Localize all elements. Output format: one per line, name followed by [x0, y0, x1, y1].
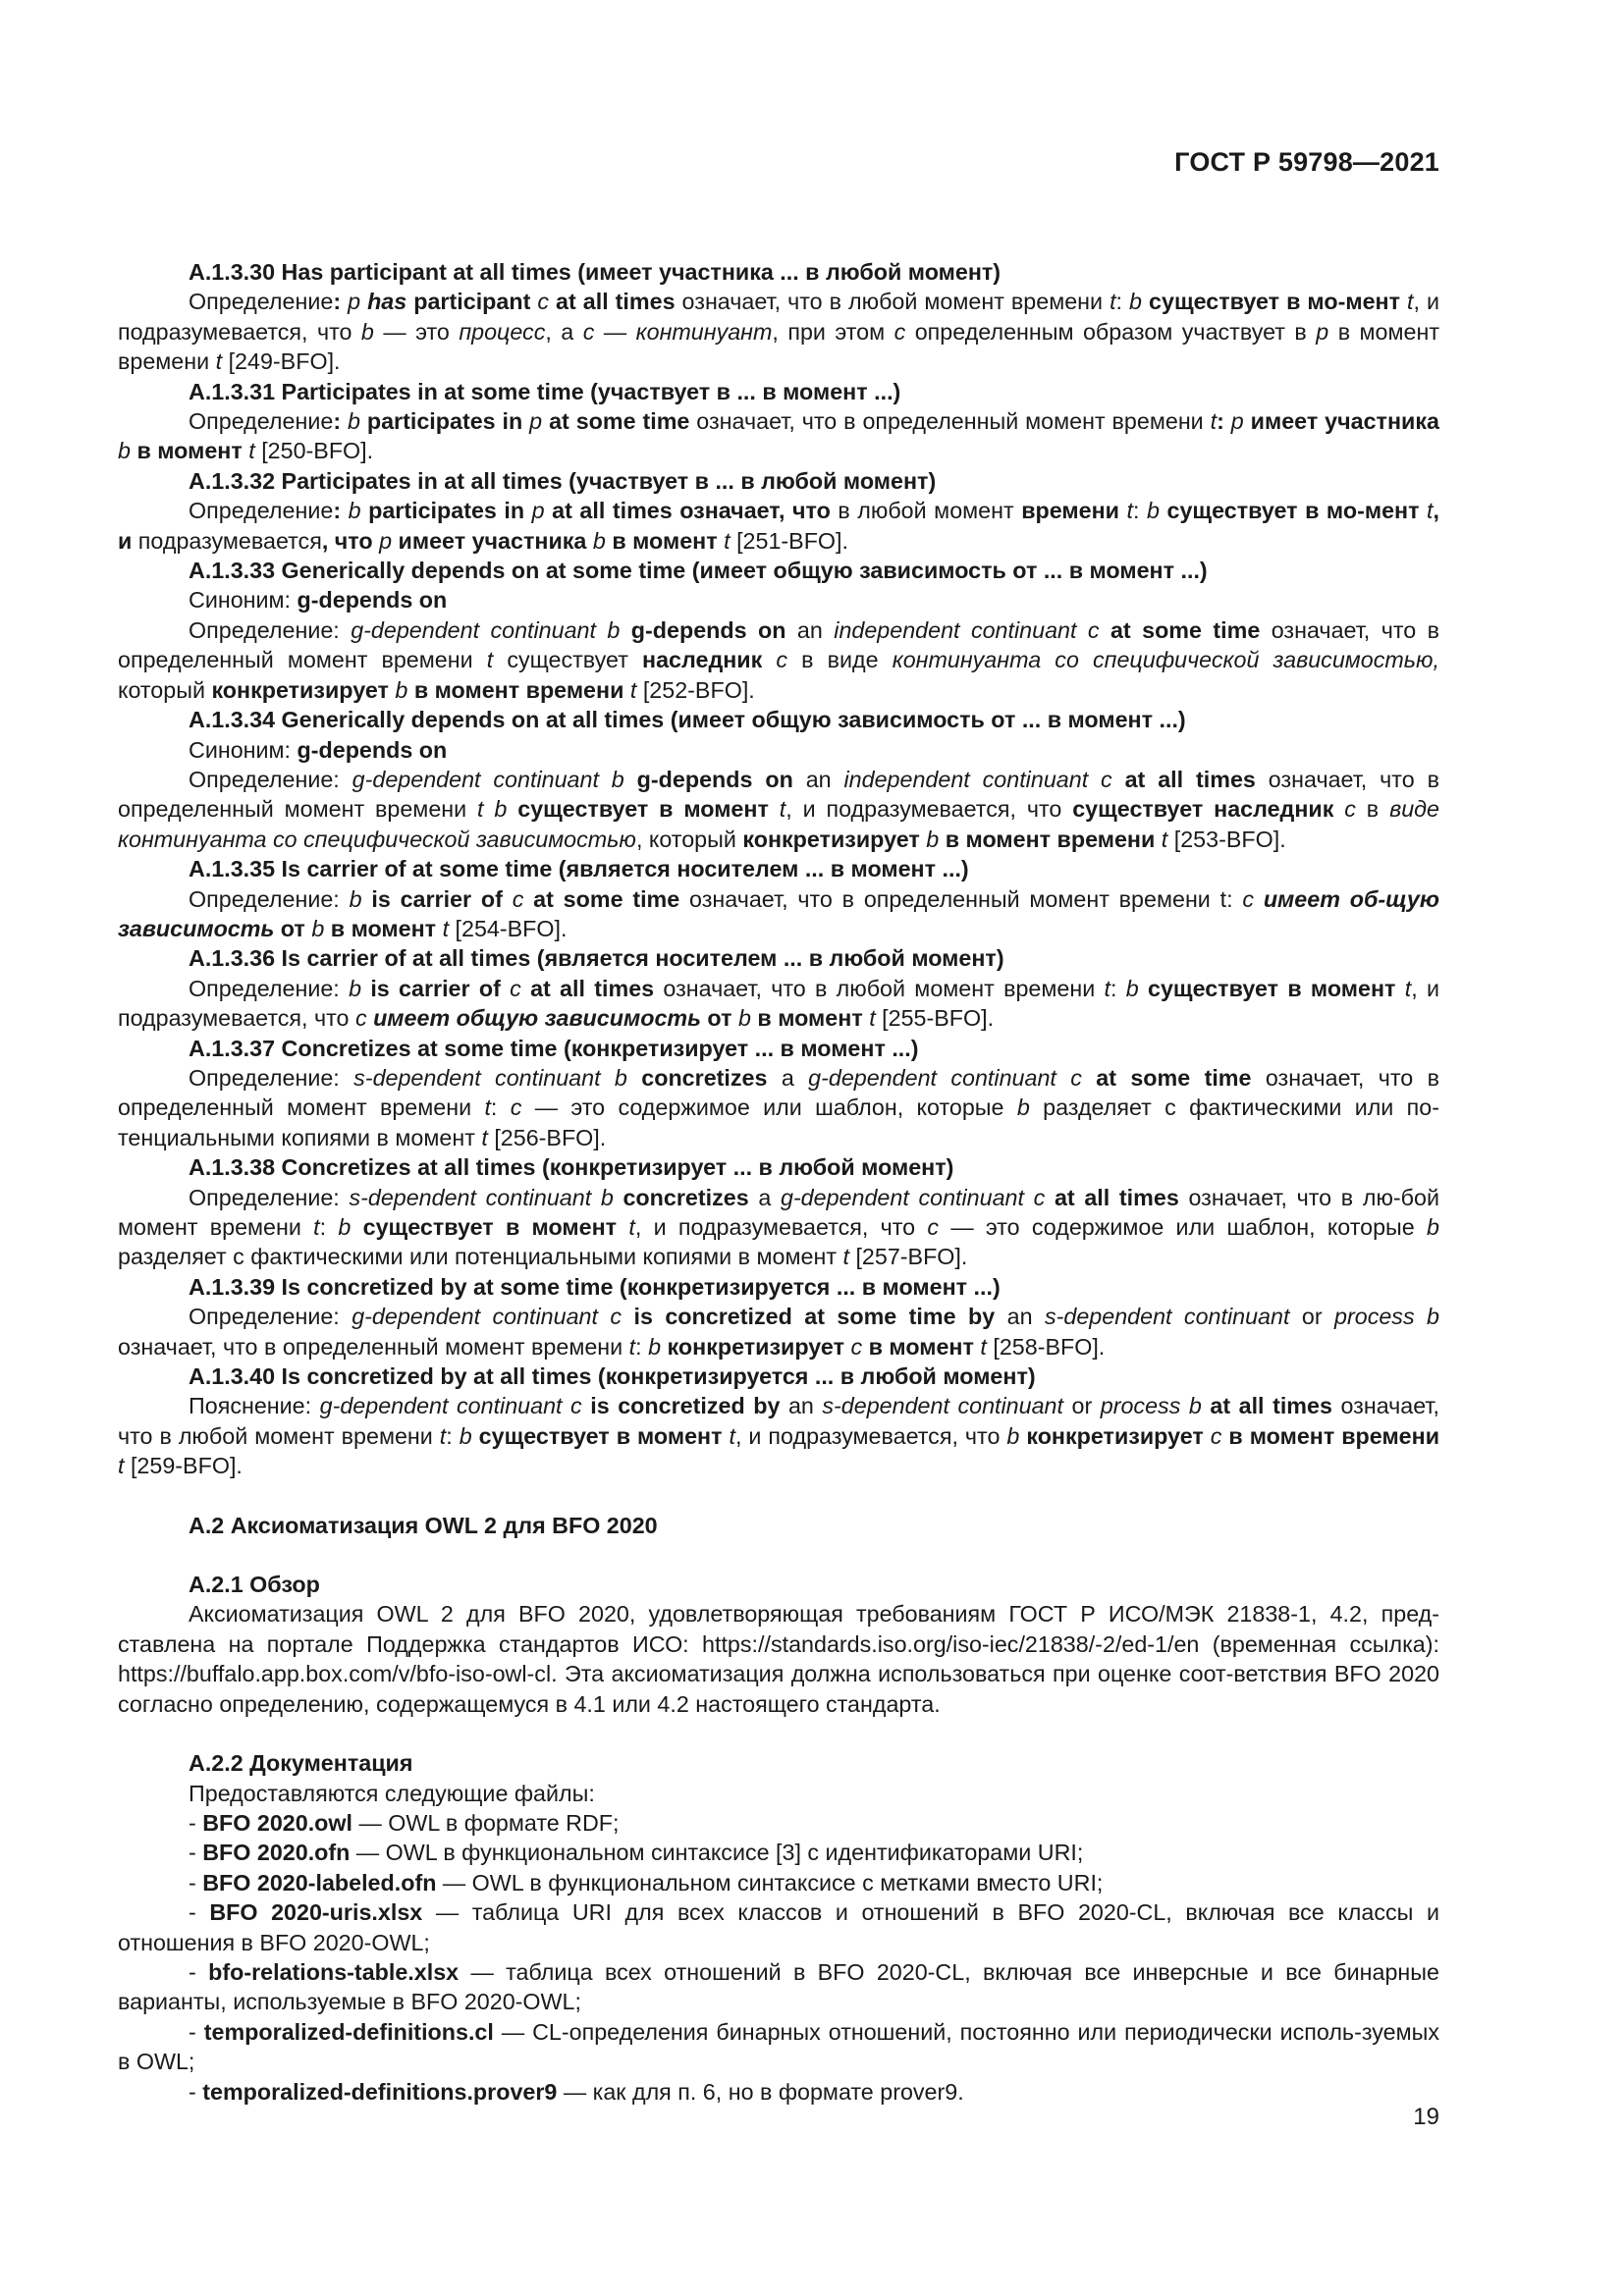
text-run: a	[748, 1184, 781, 1210]
text-run: t	[842, 1244, 849, 1270]
text-run: a	[767, 1064, 809, 1091]
text-run: от	[274, 915, 305, 941]
text-run: t	[481, 1124, 488, 1150]
text-run: b	[1006, 1422, 1020, 1449]
text-run: t	[439, 1422, 447, 1449]
text-run: Синоним:	[189, 736, 298, 763]
text-run: , и	[118, 498, 1440, 554]
text-run: g-dependent continuant c	[352, 1304, 623, 1330]
clause-a1334-definition	[118, 765, 1439, 854]
text-run: означает, что в любой момент времени	[654, 975, 1105, 1001]
text-run: :	[333, 498, 342, 524]
clause-a1335-title: А.1.3.35 Is carrier of at some time (является носителем ... в момент ...)	[189, 856, 969, 882]
text-run: конкретизирует	[661, 1333, 844, 1360]
text-run: виде континуанта со специфической зависимостью	[118, 796, 1440, 852]
text-run: [256-BFO].	[487, 1124, 607, 1150]
text-run: Определение:	[189, 1064, 354, 1091]
text-run: t	[1110, 289, 1116, 315]
text-run: t	[1118, 498, 1133, 524]
text-run: at some time	[1099, 616, 1261, 643]
text-run: в момент	[862, 1333, 974, 1360]
text-run: p	[372, 527, 393, 554]
text-run: an	[995, 1304, 1045, 1330]
text-run: t	[717, 527, 731, 554]
text-run: имеет участника	[392, 527, 587, 554]
text-run: — это	[373, 318, 460, 345]
text-run: t	[628, 1333, 636, 1360]
text-run: an	[792, 766, 844, 792]
text-run: is carrier of	[361, 885, 503, 912]
list-dash: -	[189, 1958, 209, 1985]
file-list-item	[118, 2017, 1439, 2077]
file-name: temporalized-definitions.prover9	[202, 2078, 558, 2105]
text-run: , при этом	[772, 318, 894, 345]
text-run: g-dependent continuant b	[352, 766, 624, 792]
text-run: s-dependent continuant b	[353, 1064, 627, 1091]
text-run: at all times	[1111, 766, 1256, 792]
text-run: времени	[1021, 498, 1119, 524]
text-run: существует в момент	[351, 1214, 618, 1240]
text-run: [255-BFO].	[875, 1005, 995, 1032]
text-run: c	[1242, 885, 1255, 912]
text-run: [252-BFO].	[636, 676, 755, 703]
text-run: t	[768, 796, 786, 823]
text-run: g-depends on	[297, 587, 448, 614]
text-run: t	[722, 1422, 735, 1449]
text-run: , а	[545, 318, 583, 345]
text-run: b	[304, 915, 325, 941]
file-list-item	[118, 1838, 1439, 1867]
text-run: or	[1289, 1304, 1335, 1330]
text-run: participant	[406, 289, 531, 315]
text-run: at some time	[549, 408, 690, 435]
text-run: в момент	[324, 915, 437, 941]
clause-a1333-synonym	[118, 585, 1439, 614]
text-run: —	[594, 318, 636, 345]
text-run: [254-BFO].	[449, 915, 568, 941]
text-run: g-dependent continuant c	[808, 1064, 1082, 1091]
text-run: имеет участника	[1243, 408, 1439, 435]
text-run: or	[1062, 1393, 1101, 1419]
section-a2-title: А.2 Аксиоматизация OWL 2 для BFO 2020	[189, 1512, 658, 1538]
text-run: c	[500, 975, 521, 1001]
clause-a1330-title: А.1.3.30 Has participant at all times (имеет участника ... в любой момент)	[189, 259, 1001, 285]
text-run: в	[1355, 796, 1390, 823]
text-run: t	[1407, 289, 1414, 315]
text-run: Определение:	[189, 766, 352, 792]
text-run: c	[893, 318, 906, 345]
text-run: :	[635, 1333, 649, 1360]
text-run: в момент	[605, 527, 718, 554]
text-run: t b	[477, 796, 508, 823]
text-run: в момент времени	[407, 676, 624, 703]
text-run: t	[617, 1214, 635, 1240]
subsection-a22-intro: Предоставляются следующие файлы:	[189, 1780, 595, 1806]
clause-a1336-definition	[118, 974, 1439, 1034]
text-run: c	[510, 1095, 522, 1121]
text-run: означает, что в определенный момент времени	[118, 616, 1439, 673]
text-run: t	[1419, 498, 1434, 524]
clause-a1334-synonym	[118, 735, 1439, 765]
text-run: континуант	[635, 318, 773, 345]
text-run: , и подразумевается, что	[734, 1422, 1007, 1449]
text-run: процесс	[459, 318, 546, 345]
text-run: от	[700, 1005, 732, 1032]
list-dash: -	[189, 1899, 210, 1926]
text-run: Синоним:	[189, 587, 298, 614]
clause-a1337-title: А.1.3.37 Concretizes at some time (конкретизирует ... в момент ...)	[189, 1035, 919, 1061]
file-description: — как для п. 6, но в формате prover9.	[557, 2078, 964, 2105]
text-run: в любой момент	[830, 498, 1022, 524]
text-run: g-dependent continuant b	[351, 616, 621, 643]
text-run: is carrier of	[361, 975, 501, 1001]
text-run: существует в момент	[471, 1422, 723, 1449]
text-run: в момент	[130, 438, 243, 464]
text-run: :	[1115, 289, 1130, 315]
text-run: b	[118, 438, 131, 464]
text-run: — это содержимое или шаблон, которые	[939, 1214, 1428, 1240]
text-run: b	[919, 826, 940, 852]
clause-a1332-definition	[118, 496, 1439, 556]
text-run: Определение:	[189, 1304, 352, 1330]
text-run: :	[1110, 975, 1126, 1001]
text-run: g-dependent continuant c	[319, 1393, 582, 1419]
text-run: :	[333, 289, 342, 315]
text-run: b	[341, 408, 360, 435]
text-run: has	[367, 289, 407, 315]
file-description: — OWL в функциональном синтаксисе [3] с идентификаторами URI;	[350, 1840, 1084, 1866]
text-run: Определение	[189, 408, 334, 435]
text-run: c	[1333, 796, 1356, 823]
text-run: s-dependent continuant	[1044, 1304, 1290, 1330]
file-list-item	[118, 1808, 1439, 1838]
text-run: Пояснение:	[189, 1393, 320, 1419]
text-run: is concretized by	[581, 1393, 781, 1419]
text-run: имеет об-щую зависимость	[118, 885, 1440, 941]
text-run: g-depends on	[620, 616, 786, 643]
text-run: c	[1203, 1422, 1222, 1449]
subsection-a21-title: А.2.1 Обзор	[189, 1572, 320, 1598]
text-run: :	[1217, 408, 1224, 435]
text-run: t	[215, 348, 223, 375]
file-description: — таблица всех отношений в BFO 2020-CL, включая все инверсные и все бинарные варианты, используемые в BFO 2020-OWL;	[118, 1958, 1440, 2015]
clause-a1335-definition	[118, 884, 1439, 944]
text-run: at all times означает, что	[552, 498, 831, 524]
text-run: [257-BFO].	[848, 1244, 968, 1270]
text-run: b	[1125, 975, 1139, 1001]
text-run: b	[1129, 289, 1143, 315]
text-run: s-dependent continuant	[822, 1393, 1063, 1419]
text-run: at all times	[520, 975, 655, 1001]
text-run: b	[1427, 1214, 1439, 1240]
clause-a1333-title: А.1.3.33 Generically depends on at some time (имеет общую зависимость от ... в момент ...)	[189, 558, 1208, 584]
text-run: в момент времени	[1221, 1422, 1440, 1449]
file-name: BFO 2020-uris.xlsx	[209, 1899, 423, 1926]
clause-a1338-definition	[118, 1183, 1439, 1272]
text-run: [249-BFO].	[222, 348, 341, 375]
text-run: [258-BFO].	[986, 1333, 1106, 1360]
text-run: t	[436, 915, 450, 941]
file-name: BFO 2020-labeled.ofn	[202, 1869, 437, 1896]
text-run: Определение	[189, 289, 334, 315]
text-run: process b	[1334, 1304, 1439, 1330]
subsection-a21-text: Аксиоматизация OWL 2 для BFO 2020, удовлетворяющая требованиям ГОСТ Р ИСО/МЭК 21838-1, 4.2, пред-ставлена на портале Поддержка стандартов ИСО: https://standards.iso.org/iso-iec/21838/-2/ed-1/en (временная ссылка): https://buffalo.app.box.com/v/bfo-iso-owl-cl. Эта аксиоматизация должна использоваться при оценке соот-ветствия BFO 2020 согласно определению, содержащемуся в 4.1 или 4.2 настоящего стандарта.	[118, 1601, 1439, 1717]
text-run: an	[780, 1393, 823, 1419]
text-run: c	[502, 885, 524, 912]
clause-a1340-explanation	[118, 1391, 1439, 1480]
text-run: Определение	[189, 498, 334, 524]
text-run: [253-BFO].	[1167, 826, 1286, 852]
file-description: — OWL в формате RDF;	[352, 1809, 620, 1836]
clause-a1334-title: А.1.3.34 Generically depends on at all times (имеет общую зависимость от ... в момент ...)	[189, 707, 1186, 733]
text-run: означает, что в лю-бой момент времени	[118, 1184, 1439, 1240]
file-list-item	[118, 2077, 1439, 2107]
text-run: [251-BFO].	[730, 527, 849, 554]
text-run: t	[1104, 975, 1110, 1001]
text-run: Определение:	[189, 975, 350, 1001]
text-run: :	[319, 1214, 339, 1240]
text-run: g-dependent continuant c	[780, 1184, 1046, 1210]
text-run: в момент времени	[939, 826, 1156, 852]
text-run: t	[1210, 408, 1218, 435]
text-run: t	[1395, 975, 1412, 1001]
file-list-item	[118, 1897, 1439, 1957]
text-run: b	[1016, 1095, 1030, 1121]
text-run: :	[490, 1095, 511, 1121]
text-run: at some time	[1081, 1064, 1252, 1091]
text-run: participates in	[359, 408, 523, 435]
text-run: , что	[321, 527, 373, 554]
text-run: Определение:	[189, 1184, 350, 1210]
text-run: наследник	[642, 647, 763, 673]
text-run: разделяет с фактическими или потенциальными копиями в момент	[118, 1244, 843, 1270]
text-run: имеет общую зависимость	[366, 1005, 701, 1032]
text-run: p	[341, 289, 368, 315]
text-run: существует в момент	[507, 796, 769, 823]
clause-a1331-definition	[118, 406, 1439, 466]
text-run: b	[341, 498, 361, 524]
text-run: g-depends on	[297, 736, 448, 763]
text-run: b	[459, 1422, 472, 1449]
clause-a1339-definition	[118, 1302, 1439, 1362]
file-name: temporalized-definitions.cl	[203, 2018, 494, 2045]
text-run: Определение:	[189, 616, 352, 643]
file-description: — таблица URI для всех классов и отношений в BFO 2020-CL, включая все классы и отношения в BFO 2020-OWL;	[118, 1899, 1439, 1955]
text-run: :	[333, 408, 342, 435]
text-run: разделяет с фактическими или по-тенциальными копиями в момент	[118, 1095, 1439, 1150]
list-dash: -	[189, 1840, 203, 1866]
text-run: b	[349, 975, 362, 1001]
text-run: означает, что в определенный момент времени t:	[679, 885, 1243, 912]
text-run: означает, что в определенный момент времени	[689, 408, 1211, 435]
file-description: — CL-определения бинарных отношений, постоянно или периодически исполь-зуемых в OWL;	[118, 2018, 1439, 2075]
text-run: independent continuant c	[834, 616, 1100, 643]
text-run: , и подразумевается, что	[118, 289, 1440, 345]
text-run: c	[844, 1333, 863, 1360]
text-run: , который	[635, 826, 743, 852]
text-run: t	[623, 676, 637, 703]
text-run: конкретизирует	[1019, 1422, 1204, 1449]
text-run: b	[349, 885, 362, 912]
text-run: [259-BFO].	[124, 1453, 243, 1479]
text-run: существует в мо-мент	[1159, 498, 1420, 524]
text-run: p	[522, 408, 550, 435]
text-run: p	[524, 498, 553, 524]
text-run: t	[486, 647, 494, 673]
text-run: подразумевается	[132, 527, 322, 554]
text-run: в момент	[750, 1005, 863, 1032]
list-dash: -	[189, 2018, 204, 2045]
text-run: в момент времени	[118, 318, 1440, 375]
text-run: означает, что в любой момент времени	[675, 289, 1110, 315]
text-run: , и подразумевается, что	[634, 1214, 928, 1240]
text-run: c	[530, 289, 557, 315]
text-run: b	[360, 318, 374, 345]
clause-a1336-title: А.1.3.36 Is carrier of at all times (является носителем ... в любой момент)	[189, 945, 1004, 972]
text-run: который	[118, 676, 212, 703]
text-run: означает, что в любой момент времени	[118, 1393, 1439, 1449]
text-run: существует наследник	[1072, 796, 1334, 823]
text-run: t	[1155, 826, 1168, 852]
text-run: c	[582, 318, 595, 345]
clause-a1340-title: А.1.3.40 Is concretized by at all times (конкретизируется ... в любой момент)	[189, 1363, 1036, 1390]
text-run: participates in	[360, 498, 525, 524]
clause-a1333-definition	[118, 615, 1439, 705]
text-run: континуанта со специфической зависимостью,	[892, 647, 1440, 673]
document-id-header: ГОСТ Р 59798—2021	[1174, 147, 1439, 177]
text-run: [250-BFO].	[254, 438, 374, 464]
text-run: at all times	[1201, 1393, 1332, 1419]
text-run: b	[731, 1005, 751, 1032]
clause-a1339-title: А.1.3.39 Is concretized by at some time (конкретизируется ... в момент ...)	[189, 1273, 1001, 1300]
text-run: t	[484, 1095, 491, 1121]
text-run: independent continuant c	[843, 766, 1112, 792]
clause-a1337-definition	[118, 1063, 1439, 1152]
text-run: t	[313, 1214, 320, 1240]
page-content	[118, 257, 1439, 2107]
text-run: t	[242, 438, 255, 464]
clause-a1330-definition	[118, 287, 1439, 376]
text-run: s-dependent continuant b	[349, 1184, 614, 1210]
text-run: concretizes	[613, 1184, 749, 1210]
text-run: concretizes	[626, 1064, 768, 1091]
text-run: t	[118, 1453, 125, 1479]
text-run: Определение:	[189, 885, 350, 912]
text-run: существует в мо-мент	[1142, 289, 1401, 315]
text-run: конкретизирует	[211, 676, 389, 703]
text-run: в виде	[787, 647, 893, 673]
text-run: at some time	[523, 885, 680, 912]
text-run: определенным образом участвует в	[905, 318, 1317, 345]
text-run: :	[446, 1422, 460, 1449]
text-run: , и подразумевается, что	[118, 975, 1439, 1032]
text-run: означает, что в определенный момент времени	[118, 1333, 629, 1360]
list-dash: -	[189, 1809, 203, 1836]
file-name: bfo-relations-table.xlsx	[208, 1958, 460, 1985]
clause-a1332-title: А.1.3.32 Participates in at all times (участвует в ... в любой момент)	[189, 467, 937, 494]
text-run: b	[648, 1333, 662, 1360]
clause-a1331-title: А.1.3.31 Participates in at some time (участвует в ... в момент ...)	[189, 378, 901, 404]
file-name: BFO 2020.ofn	[202, 1840, 351, 1866]
text-run: at all times	[556, 289, 676, 315]
subsection-a22-title: А.2.2 Документация	[189, 1750, 413, 1777]
text-run: — это содержимое или шаблон, которые	[521, 1095, 1017, 1121]
text-run: существует	[493, 647, 643, 673]
text-run: b	[586, 527, 606, 554]
text-run: означает, что в определенный момент времени	[118, 1064, 1439, 1121]
list-dash: -	[189, 1869, 203, 1896]
clause-a1338-title: А.1.3.38 Concretizes at all times (конкретизирует ... в любой момент)	[189, 1154, 954, 1181]
text-run: is concretized at some time by	[622, 1304, 996, 1330]
list-dash: -	[189, 2078, 203, 2105]
text-run: g-depends on	[623, 766, 793, 792]
text-run: c	[927, 1214, 940, 1240]
text-run: process b	[1100, 1393, 1202, 1419]
file-description: — OWL в функциональном синтаксисе с метками вместо URI;	[436, 1869, 1104, 1896]
file-list-item	[118, 1868, 1439, 1897]
file-list-item	[118, 1957, 1439, 2017]
text-run: существует в момент	[1138, 975, 1396, 1001]
text-run: означает, что в определенный момент времени	[118, 766, 1439, 823]
text-run: b	[388, 676, 408, 703]
text-run: t	[973, 1333, 987, 1360]
text-run: t	[862, 1005, 876, 1032]
text-run: at all times	[1045, 1184, 1179, 1210]
text-run: b	[1147, 498, 1160, 524]
text-run: c	[354, 1005, 367, 1032]
text-run: an	[785, 616, 835, 643]
text-run: p	[1223, 408, 1244, 435]
text-run: c	[762, 647, 788, 673]
text-run: p	[1316, 318, 1329, 345]
text-run: конкретизирует	[742, 826, 920, 852]
text-run: b	[338, 1214, 352, 1240]
file-name: BFO 2020.owl	[202, 1809, 353, 1836]
page-number: 19	[1413, 2104, 1439, 2130]
text-run	[1400, 289, 1407, 314]
text-run: :	[1133, 498, 1148, 524]
text-run: , и подразумевается, что	[785, 796, 1073, 823]
